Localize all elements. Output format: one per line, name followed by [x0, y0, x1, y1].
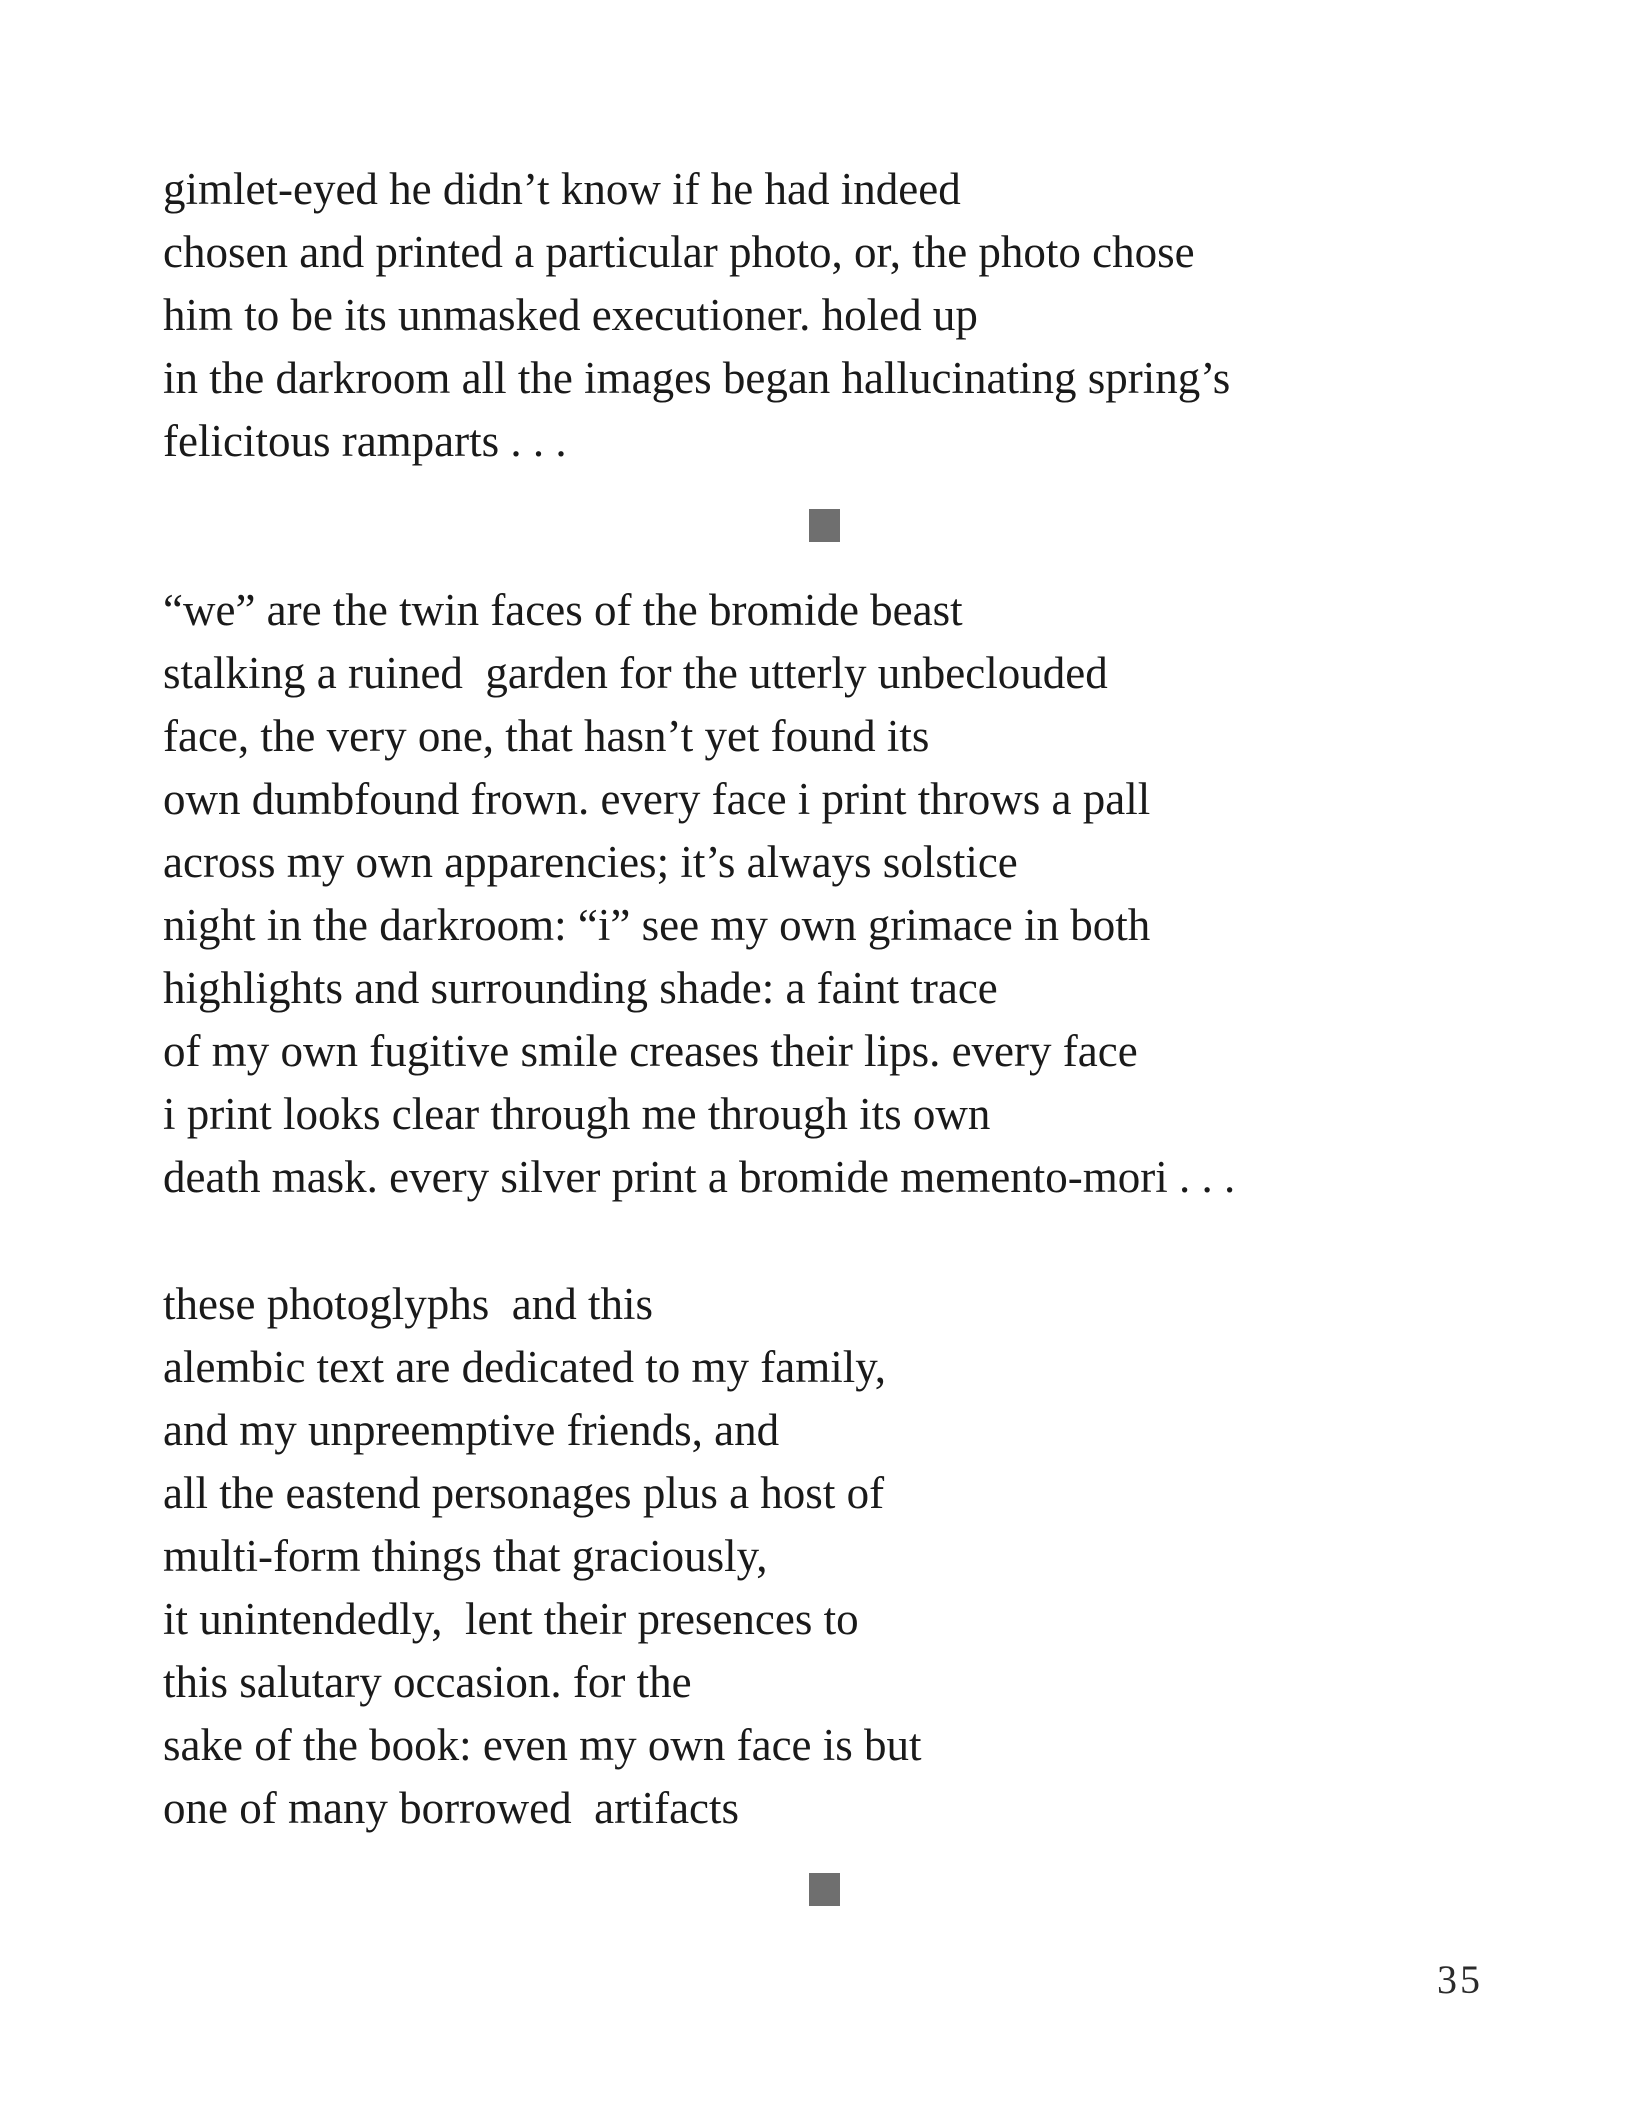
- stanza-1: [163, 158, 1463, 473]
- poem-line: one of many borrowed artifacts: [163, 1783, 740, 1833]
- poem-line: these photoglyphs and this: [163, 1279, 653, 1329]
- poem-line: sake of the book: even my own face is but: [163, 1720, 922, 1770]
- poem-line: death mask. every silver print a bromide memento-mori . . .: [163, 1152, 1236, 1202]
- stanza-2: [163, 579, 1463, 1209]
- poem-line: this salutary occasion. for the: [163, 1657, 692, 1707]
- section-divider-square-icon: [809, 509, 840, 542]
- poem-line: face, the very one, that hasn’t yet found its: [163, 711, 930, 761]
- poem-line: it unintendedly, lent their presences to: [163, 1594, 859, 1644]
- poem-line: across my own apparencies; it’s always solstice: [163, 837, 1018, 887]
- poem-line: multi-form things that graciously,: [163, 1531, 768, 1581]
- section-divider-square-icon: [809, 1873, 840, 1906]
- poem-line: felicitous ramparts . . .: [163, 416, 567, 466]
- poem-line: chosen and printed a particular photo, or, the photo chose: [163, 227, 1195, 277]
- stanza-3: [163, 1273, 1463, 1840]
- poem-line: “we” are the twin faces of the bromide beast: [163, 585, 963, 635]
- poem-line: him to be its unmasked executioner. holed up: [163, 290, 978, 340]
- page-number: 35: [1437, 1957, 1483, 2002]
- poem-line: own dumbfound frown. every face i print throws a pall: [163, 774, 1151, 824]
- poem-line: night in the darkroom: “i” see my own grimace in both: [163, 900, 1151, 950]
- poem-line: i print looks clear through me through its own: [163, 1089, 991, 1139]
- poem-line: all the eastend personages plus a host of: [163, 1468, 885, 1518]
- poem-line: highlights and surrounding shade: a faint trace: [163, 963, 998, 1013]
- poem-line: of my own fugitive smile creases their lips. every face: [163, 1026, 1138, 1076]
- poem-line: and my unpreemptive friends, and: [163, 1405, 780, 1455]
- poem-line: in the darkroom all the images began hallucinating spring’s: [163, 353, 1231, 403]
- poem-line: stalking a ruined garden for the utterly unbeclouded: [163, 648, 1108, 698]
- poem-text: [163, 158, 1463, 1840]
- poem-line: alembic text are dedicated to my family,: [163, 1342, 887, 1392]
- poem-line: gimlet-eyed he didn’t know if he had indeed: [163, 164, 961, 214]
